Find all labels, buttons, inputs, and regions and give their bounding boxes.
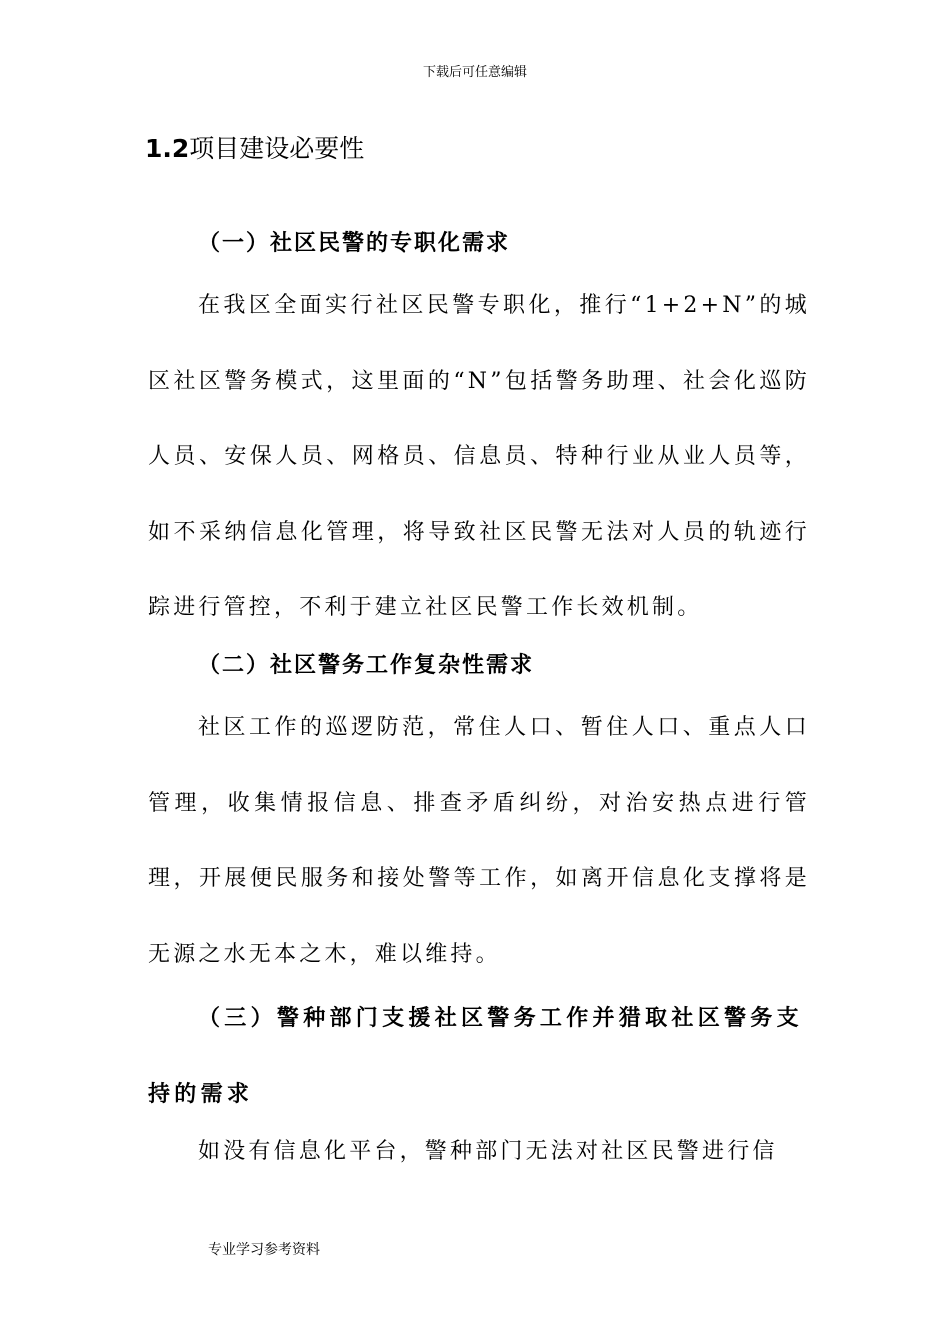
page-footer: 专业学习参考资料 [208,1242,320,1258]
subsection-body-2: 社区工作的巡逻防范，常住人口、暂住人口、重点人口管理，收集情报信息、排查矛盾纠纷，对治安热点进行管理，开展便民服务和接处警等工作，如离开信息化支撑将是无源之水无本之木，难以维持。 [148,715,810,967]
section-heading [145,131,364,167]
subsection-body-1: 在我区全面实行社区民警专职化，推行“1+2+N”的城区社区警务模式，这里面的“N”包括警务助理、社会化巡防人员、安保人员、网格员、信息员、特种行业从业人员等，如不采纳信息化管理，将导致社区民警无法对人员的轨迹行踪进行管控，不利于建立社区民警工作长效机制。 [148,293,810,620]
subsection-body-3: 如没有信息化平台，警种部门无法对社区民警进行信 [198,1139,778,1164]
subsection-heading-2: （二）社区警务工作复杂性需求 [198,652,535,678]
section-number: 1.2 [145,134,190,163]
subsection-heading-1: （一）社区民警的专职化需求 [198,230,511,256]
section-title: 项目建设必要性 [189,134,365,163]
subsection-heading-3: （三）警种部门支援社区警务工作并猎取社区警务支持的需求 [148,1005,803,1107]
page-header: 下载后可任意编辑 [422,65,527,80]
